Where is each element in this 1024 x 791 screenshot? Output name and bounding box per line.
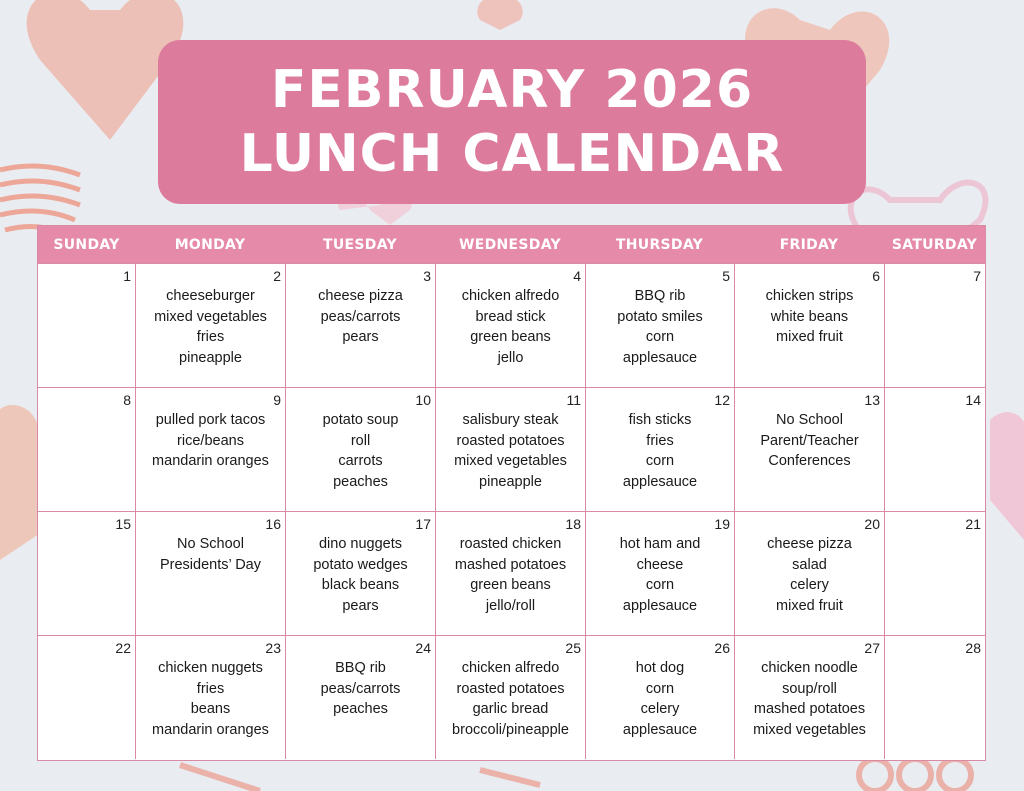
- stripe-decoration: [0, 211, 75, 220]
- menu-item: black beans: [321, 577, 400, 593]
- menu-item: beans: [190, 701, 231, 717]
- calendar-weeks: [38, 263, 985, 759]
- day-cell: [585, 388, 734, 511]
- day-number: 12: [714, 392, 730, 408]
- day-number: 25: [565, 640, 581, 656]
- day-cell: [285, 264, 435, 387]
- menu-item: corn: [645, 577, 675, 593]
- weekday-header-tuesday: TUESDAY: [323, 236, 397, 253]
- day-number: 4: [573, 268, 581, 284]
- menu-item: roasted potatoes: [456, 680, 565, 697]
- menu-item: peas/carrots: [320, 308, 401, 325]
- day-cell: [585, 264, 734, 387]
- stripe-decoration: [480, 770, 540, 785]
- title-banner: [158, 40, 866, 204]
- calendar-week-row: [38, 263, 985, 387]
- day-number: 20: [864, 516, 880, 532]
- menu-item: chicken noodle: [761, 660, 858, 676]
- day-number: 5: [722, 268, 730, 284]
- title-line-month: FEBRUARY 2026: [270, 60, 754, 120]
- lunch-menu: [286, 286, 435, 348]
- lunch-menu: [136, 410, 285, 472]
- menu-item: pears: [342, 597, 379, 614]
- menu-item: pineapple: [179, 349, 242, 366]
- day-number: 6: [872, 268, 880, 284]
- menu-item: bread stick: [475, 308, 546, 325]
- menu-item: potato smiles: [617, 308, 703, 325]
- day-number: 18: [565, 516, 581, 532]
- weekday-header-thursday: THURSDAY: [615, 236, 704, 253]
- day-number: 28: [965, 640, 981, 656]
- lunch-menu: [436, 286, 585, 368]
- menu-item: mixed vegetables: [753, 721, 866, 738]
- menu-item: dino nuggets: [318, 536, 403, 552]
- menu-item: celery: [640, 701, 680, 717]
- lunch-menu: [436, 658, 585, 740]
- menu-item: hot dog: [635, 660, 685, 676]
- menu-item: peaches: [333, 473, 388, 490]
- menu-item: BBQ rib: [335, 660, 386, 676]
- day-cell: [135, 512, 285, 635]
- menu-item: hot ham and: [619, 536, 701, 552]
- day-cell: [135, 636, 285, 759]
- calendar-week-row: [38, 511, 985, 635]
- menu-item: pulled pork tacos: [155, 412, 266, 428]
- menu-item: mandarin oranges: [152, 453, 269, 469]
- menu-item: potato soup: [322, 412, 399, 428]
- weekday-header-monday: MONDAY: [174, 236, 246, 253]
- day-cell: [38, 388, 135, 511]
- weekday-header-friday: FRIDAY: [779, 236, 839, 253]
- ring-decoration: [899, 759, 931, 791]
- weekday-header-wednesday: WEDNESDAY: [459, 236, 561, 253]
- menu-item: No School: [776, 412, 843, 428]
- menu-item: cheese pizza: [318, 288, 403, 304]
- menu-item: applesauce: [622, 721, 698, 738]
- menu-item: potato wedges: [313, 556, 408, 573]
- menu-item: applesauce: [622, 597, 698, 614]
- day-cell: [884, 636, 985, 759]
- lunch-menu: [735, 658, 884, 740]
- day-cell: [585, 512, 734, 635]
- menu-item: No School: [177, 536, 244, 552]
- title-line-calendar: LUNCH CALENDAR: [239, 124, 785, 184]
- day-number: 22: [115, 640, 131, 656]
- day-cell: [435, 264, 585, 387]
- calendar-week-row: [38, 635, 985, 759]
- menu-item: Presidents’ Day: [159, 556, 261, 573]
- menu-item: salisbury steak: [462, 412, 559, 428]
- day-cell: [435, 636, 585, 759]
- menu-item: green beans: [470, 577, 551, 593]
- menu-item: applesauce: [622, 473, 698, 490]
- stripe-decoration: [0, 181, 80, 190]
- day-cell: [285, 388, 435, 511]
- menu-item: roasted potatoes: [456, 432, 565, 449]
- menu-item: chicken alfredo: [461, 660, 560, 676]
- menu-item: fish sticks: [628, 412, 692, 428]
- heart-decoration: [990, 412, 1024, 540]
- day-number: 9: [273, 392, 281, 408]
- day-number: 8: [123, 392, 131, 408]
- lunch-menu: [136, 534, 285, 575]
- weekday-header-row: [38, 226, 985, 263]
- lunch-menu: [286, 410, 435, 492]
- lunch-menu: [136, 286, 285, 368]
- menu-item: mandarin oranges: [152, 721, 269, 738]
- day-number: 27: [864, 640, 880, 656]
- day-cell: [435, 388, 585, 511]
- menu-item: chicken nuggets: [158, 660, 263, 676]
- lunch-menu: [735, 286, 884, 348]
- day-cell: [585, 636, 734, 759]
- calendar-week-row: [38, 387, 985, 511]
- menu-item: BBQ rib: [634, 288, 686, 304]
- stripe-decoration: [0, 166, 80, 175]
- day-cell: [285, 636, 435, 759]
- lunch-menu: [286, 534, 435, 616]
- menu-item: mashed potatoes: [454, 556, 567, 573]
- stripe-decoration: [0, 196, 80, 205]
- day-number: 7: [973, 268, 981, 284]
- lunch-calendar-grid: [37, 225, 986, 761]
- menu-item: jello: [497, 349, 524, 366]
- menu-item: roll: [350, 432, 371, 449]
- menu-item: mixed fruit: [776, 597, 843, 614]
- menu-item: pineapple: [479, 473, 542, 490]
- ring-decoration: [939, 759, 971, 791]
- menu-item: broccoli/pineapple: [452, 721, 569, 738]
- menu-item: mixed vegetables: [454, 453, 567, 469]
- menu-item: Conferences: [768, 453, 851, 469]
- menu-item: jello/roll: [485, 597, 536, 614]
- menu-item: soup/roll: [782, 680, 837, 697]
- stripe-decoration: [180, 765, 260, 791]
- day-cell: [734, 388, 884, 511]
- menu-item: applesauce: [622, 349, 698, 366]
- day-cell: [135, 388, 285, 511]
- menu-item: mashed potatoes: [753, 701, 866, 717]
- day-cell: [734, 636, 884, 759]
- menu-item: fries: [646, 432, 674, 449]
- lunch-menu: [735, 410, 884, 472]
- menu-item: carrots: [338, 453, 383, 469]
- menu-item: white beans: [770, 308, 849, 325]
- day-cell: [884, 388, 985, 511]
- lunch-menu: [735, 534, 884, 616]
- day-number: 26: [714, 640, 730, 656]
- day-cell: [884, 512, 985, 635]
- menu-item: fries: [196, 680, 225, 697]
- menu-item: Parent/Teacher: [760, 432, 859, 449]
- menu-item: pears: [342, 329, 379, 345]
- menu-item: peaches: [333, 701, 388, 717]
- day-number: 10: [415, 392, 431, 408]
- day-cell: [38, 264, 135, 387]
- lunch-menu: [436, 410, 585, 492]
- day-number: 17: [415, 516, 431, 532]
- menu-item: roasted chicken: [459, 536, 562, 552]
- menu-item: green beans: [470, 329, 551, 345]
- menu-item: corn: [645, 680, 675, 697]
- menu-item: salad: [792, 556, 827, 573]
- lunch-menu: [136, 658, 285, 740]
- menu-item: fries: [196, 329, 225, 345]
- day-number: 23: [265, 640, 281, 656]
- menu-item: peas/carrots: [320, 680, 401, 697]
- day-number: 3: [423, 268, 431, 284]
- lunch-menu: [586, 534, 734, 616]
- menu-item: mixed vegetables: [154, 308, 267, 325]
- menu-item: mixed fruit: [776, 329, 843, 345]
- weekday-header-saturday: SATURDAY: [891, 236, 978, 253]
- menu-item: celery: [790, 577, 829, 593]
- menu-item: garlic bread: [472, 701, 549, 717]
- day-number: 1: [123, 268, 131, 284]
- day-cell: [734, 264, 884, 387]
- day-number: 2: [273, 268, 281, 284]
- day-number: 13: [864, 392, 880, 408]
- menu-item: cheeseburger: [166, 288, 255, 304]
- day-number: 24: [415, 640, 431, 656]
- day-cell: [38, 636, 135, 759]
- day-number: 21: [965, 516, 981, 532]
- menu-item: cheese: [636, 556, 684, 573]
- menu-item: chicken strips: [765, 288, 854, 304]
- day-cell: [38, 512, 135, 635]
- day-number: 15: [115, 516, 131, 532]
- menu-item: corn: [645, 329, 675, 345]
- heart-decoration: [477, 0, 522, 30]
- lunch-menu: [586, 658, 734, 740]
- lunch-menu: [286, 658, 435, 720]
- lunch-menu: [436, 534, 585, 616]
- day-cell: [285, 512, 435, 635]
- lunch-menu: [586, 286, 734, 368]
- day-cell: [734, 512, 884, 635]
- ring-decoration: [859, 759, 891, 791]
- day-cell: [884, 264, 985, 387]
- menu-item: chicken alfredo: [461, 288, 560, 304]
- day-number: 11: [566, 392, 581, 408]
- menu-item: rice/beans: [177, 432, 244, 449]
- day-number: 19: [714, 516, 730, 532]
- weekday-header-sunday: SUNDAY: [53, 236, 120, 253]
- menu-item: cheese pizza: [767, 536, 852, 552]
- menu-item: corn: [645, 453, 675, 469]
- lunch-menu: [586, 410, 734, 492]
- day-number: 14: [965, 392, 981, 408]
- day-cell: [435, 512, 585, 635]
- day-cell: [135, 264, 285, 387]
- day-number: 16: [265, 516, 281, 532]
